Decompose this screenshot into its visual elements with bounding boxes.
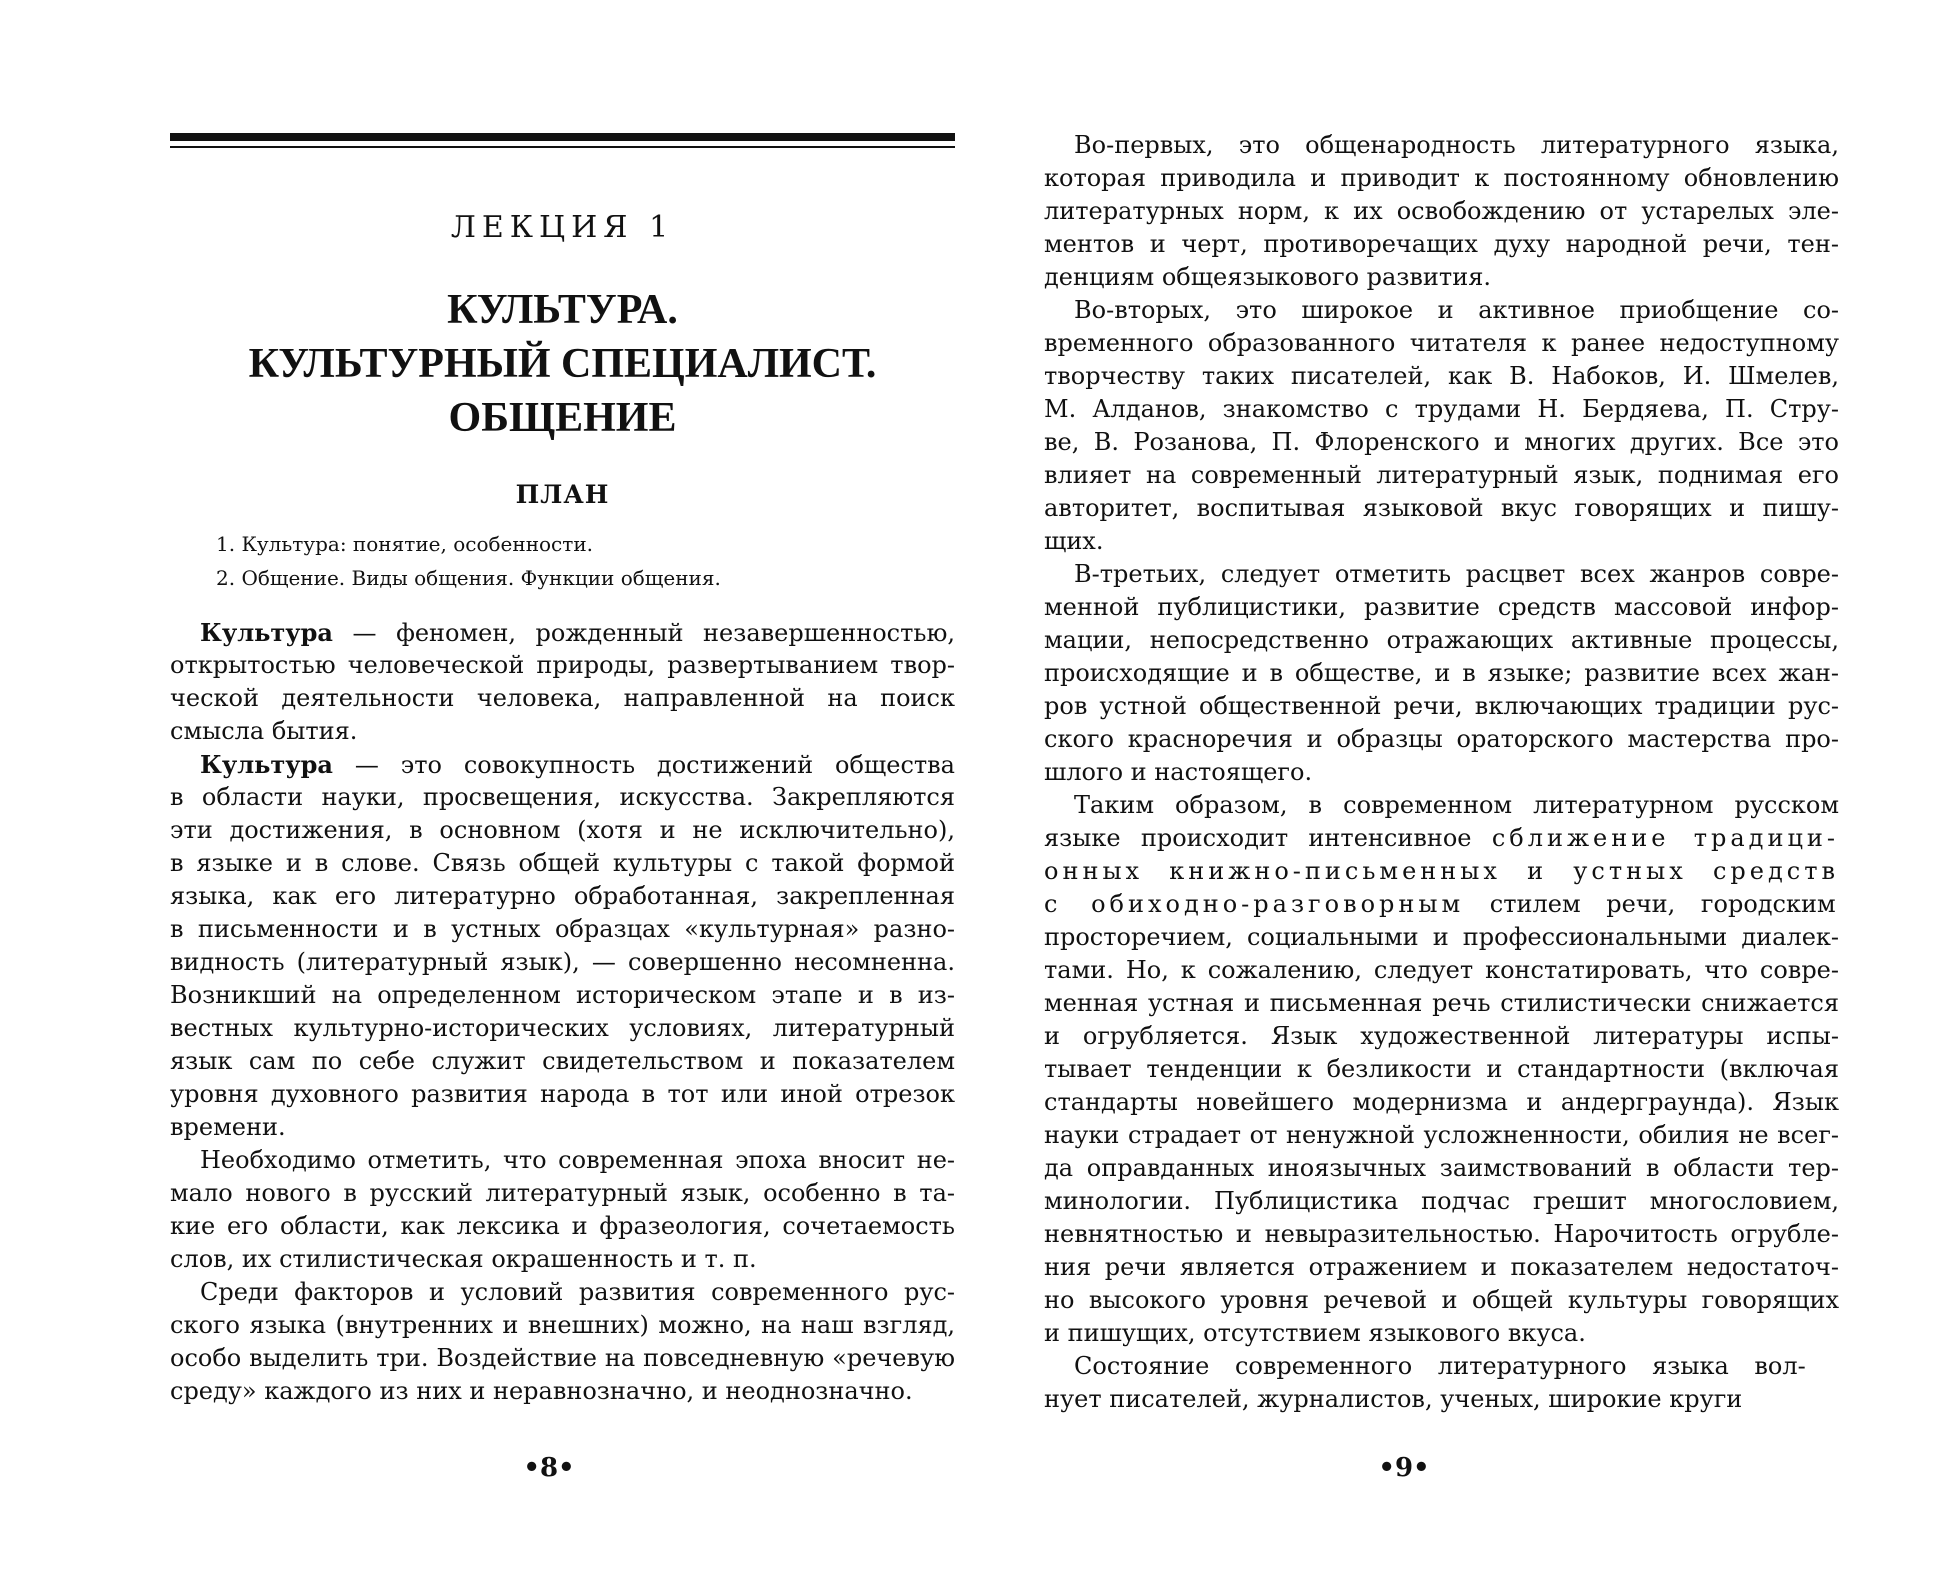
line-text: вестных культурно-исторических условиях, литературный [170, 1014, 955, 1042]
line-text: в письменности и в устных образцах «культурная» разно- [170, 915, 955, 943]
defined-term: Культура [200, 618, 333, 647]
line-text: которая приводила и приводит к постоянному обновлению [1044, 164, 1839, 192]
text-line [1044, 756, 1844, 789]
line-text: Во-первых, это общенародность литературного языка, [1074, 131, 1839, 159]
text-line [1044, 492, 1844, 525]
line-text: уровня духовного развития народа в тот или иной отрезок [170, 1080, 955, 1108]
text-line [170, 1111, 960, 1144]
line-text: ческой деятельности человека, направленной на поиск [170, 684, 955, 712]
text-line [1044, 129, 1844, 162]
text-line [1044, 360, 1844, 393]
text-line [1044, 1185, 1844, 1218]
text-line [170, 682, 960, 715]
text-line [170, 1210, 960, 1243]
text-line [1044, 1251, 1844, 1284]
line-text: нует писателей, журналистов, ученых, широкие круги [1044, 1385, 1743, 1413]
text-line [1044, 426, 1844, 459]
plan-item: 1. Культура: понятие, особенности. [216, 532, 594, 556]
text-line [170, 748, 960, 781]
text-line [170, 913, 960, 946]
line-text: М. Алданов, знакомство с трудами Н. Бердяева, П. Стру- [1044, 395, 1839, 423]
text-line [170, 616, 960, 649]
page-number: •9• [1378, 1453, 1430, 1483]
text-line [170, 781, 960, 814]
line-text: влияет на современный литературный язык, поднимая его [1044, 461, 1839, 489]
text-line [1044, 657, 1844, 690]
line-text: — феномен, рожденный незавершенностью, [332, 619, 955, 647]
text-line [1044, 162, 1844, 195]
line-text: открытостью человеческой природы, развертыванием твор- [170, 651, 955, 679]
line-text: да оправданных иноязычных заимствований в области тер- [1044, 1154, 1839, 1182]
text-line [1044, 954, 1844, 987]
text-line [1044, 1119, 1844, 1152]
line-text: авторитет, воспитывая языковой вкус говорящих и пишу- [1044, 494, 1839, 522]
line-text: творчеству таких писателей, как В. Набоков, И. Шмелев, [1044, 362, 1839, 390]
line-text: денциям общеязыкового развития. [1044, 263, 1491, 291]
text-line [1044, 1218, 1844, 1251]
line-text: тами. Но, к сожалению, следует констатировать, что совре- [1044, 956, 1839, 984]
line-text: Таким образом, в современном литературном русском [1074, 791, 1839, 819]
text-line [1044, 1086, 1844, 1119]
line-text: невнятностью и невыразительностью. Нарочитость огрубле- [1044, 1220, 1839, 1248]
text-line [1044, 195, 1844, 228]
text-line [170, 946, 960, 979]
line-text: Состояние современного литературного языка вол- [1074, 1352, 1806, 1380]
header-rule-thin [170, 146, 955, 148]
lecture-label: ЛЕКЦИЯ 1 [450, 210, 675, 245]
spaced-emphasis: сближение традици- [1491, 824, 1839, 852]
line-text: в области науки, просвещения, искусства. Закрепляются [170, 783, 955, 811]
chapter-title-line: КУЛЬТУРА. [447, 287, 678, 333]
text-line [1044, 1020, 1844, 1053]
chapter-title [170, 283, 955, 445]
line-text: Во-вторых, это широкое и активное приобщение со- [1074, 296, 1839, 324]
line-text: Возникший на определенном историческом этапе и в из- [170, 981, 955, 1009]
line-text: ров устной общественной речи, включающих традиции рус- [1044, 692, 1839, 720]
text-line [170, 715, 960, 748]
line-text: тывает тенденции к безликости и стандартности (включая [1044, 1055, 1839, 1083]
text-line [1044, 558, 1844, 591]
line-text: кие его области, как лексика и фразеология, сочетаемость [170, 1212, 955, 1240]
line-text: литературных норм, к их освобождению от устарелых эле- [1044, 197, 1839, 225]
plan-heading: ПЛАН [515, 480, 610, 509]
text-line [1044, 690, 1844, 723]
line-text: щих. [1044, 527, 1104, 555]
spaced-emphasis: онных книжно-письменных и устных средств [1044, 857, 1839, 885]
page-number: •8• [523, 1453, 575, 1483]
line-text: просторечием, социальными и профессиональными диалек- [1044, 923, 1839, 951]
line-text: среду» каждого из них и неравнозначно, и неоднозначно. [170, 1377, 913, 1405]
line-text: смысла бытия. [170, 717, 358, 745]
line-text: стилем речи, городским [1464, 890, 1836, 918]
line-text: Необходимо отметить, что современная эпоха вносит не- [200, 1146, 955, 1174]
line-text: язык сам по себе служит свидетельством и показателем [170, 1047, 955, 1075]
line-text: В-третьих, следует отметить расцвет всех жанров совре- [1074, 560, 1839, 588]
text-line [1044, 1350, 1844, 1383]
line-text: минологии. Публицистика подчас грешит многословием, [1044, 1187, 1839, 1215]
text-line [1044, 327, 1844, 360]
line-text: ве, В. Розанова, П. Флоренского и многих других. Все это [1044, 428, 1839, 456]
line-text: мало нового в русский литературный язык, особенно в та- [170, 1179, 955, 1207]
line-text: слов, их стилистическая окрашенность и т. п. [170, 1245, 757, 1273]
text-line [1044, 1152, 1844, 1185]
line-text: — это совокупность достижений общества [332, 751, 955, 779]
text-line [1044, 855, 1844, 888]
line-text: временного образованного читателя к ранее недоступному [1044, 329, 1839, 357]
text-line [1044, 888, 1844, 921]
text-line [1044, 228, 1844, 261]
plan-list [216, 527, 721, 595]
text-line [1044, 624, 1844, 657]
text-line [170, 1309, 960, 1342]
header-rule-thick [170, 133, 955, 141]
line-text: особо выделить три. Воздействие на повседневную «речевую [170, 1344, 955, 1372]
text-line [170, 1144, 960, 1177]
line-text: времени. [170, 1113, 286, 1141]
text-line [170, 1012, 960, 1045]
line-text: ментов и черт, противоречащих духу народной речи, тен- [1044, 230, 1839, 258]
line-text: Среди факторов и условий развития современного рус- [200, 1278, 955, 1306]
line-text: шлого и настоящего. [1044, 758, 1313, 786]
line-text: мации, непосредственно отражающих активные процессы, [1044, 626, 1839, 654]
text-line [170, 1078, 960, 1111]
line-text: менной публицистики, развитие средств массовой инфор- [1044, 593, 1839, 621]
chapter-title-line: КУЛЬТУРНЫЙ СПЕЦИАЛИСТ. [248, 341, 877, 387]
text-line [170, 1045, 960, 1078]
text-line [1044, 822, 1844, 855]
defined-term: Культура [200, 750, 333, 779]
line-text: стандарты новейшего модернизма и андерграунда). Язык [1044, 1088, 1839, 1116]
left-body-text [170, 616, 960, 1408]
line-text: ского красноречия и образцы ораторского мастерства про- [1044, 725, 1839, 753]
line-text: видность (литературный язык), — совершенно несомненна. [170, 948, 955, 976]
text-line [1044, 591, 1844, 624]
text-line [1044, 1053, 1844, 1086]
line-text: менная устная и письменная речь стилистически снижается [1044, 989, 1839, 1017]
line-text: науки страдает от ненужной усложненности, обилия не всег- [1044, 1121, 1839, 1149]
text-line [1044, 1383, 1844, 1416]
text-line [1044, 525, 1844, 558]
text-line [1044, 921, 1844, 954]
line-text: ского языка (внутренних и внешних) можно, на наш взгляд, [170, 1311, 955, 1339]
text-line [1044, 1284, 1844, 1317]
spaced-emphasis: с обиходно-разговорным [1044, 890, 1465, 918]
line-text: и огрубляется. Язык художественной литературы испы- [1044, 1022, 1839, 1050]
right-body-text [1044, 129, 1844, 1416]
line-text: но высокого уровня речевой и общей культуры говорящих [1044, 1286, 1839, 1314]
plan-item: 2. Общение. Виды общения. Функции общения. [216, 566, 721, 590]
text-line [170, 1276, 960, 1309]
text-line [170, 880, 960, 913]
line-text: и пишущих, отсутствием языкового вкуса. [1044, 1319, 1586, 1347]
text-line [170, 1243, 960, 1276]
line-text: ния речи является отражением и показателем недостаточ- [1044, 1253, 1839, 1281]
text-line [1044, 459, 1844, 492]
text-line [170, 814, 960, 847]
text-line [170, 1342, 960, 1375]
text-line [1044, 393, 1844, 426]
text-line [1044, 789, 1844, 822]
text-line [170, 979, 960, 1012]
line-text: эти достижения, в основном (хотя и не исключительно), [170, 816, 955, 844]
chapter-title-line: ОБЩЕНИЕ [448, 395, 677, 441]
text-line [170, 847, 960, 880]
line-text: происходящие и в обществе, и в языке; развитие всех жан- [1044, 659, 1839, 687]
text-line [1044, 1317, 1844, 1350]
line-text: в языке и в слове. Связь общей культуры с такой формой [170, 849, 955, 877]
line-text: языка, как его литературно обработанная, закрепленная [170, 882, 955, 910]
line-text: языке происходит интенсивное [1044, 824, 1492, 852]
right-page [975, 0, 1949, 1572]
text-line [170, 649, 960, 682]
text-line [170, 1375, 960, 1408]
text-line [1044, 294, 1844, 327]
text-line [170, 1177, 960, 1210]
text-line [1044, 261, 1844, 294]
text-line [1044, 723, 1844, 756]
text-line [1044, 987, 1844, 1020]
